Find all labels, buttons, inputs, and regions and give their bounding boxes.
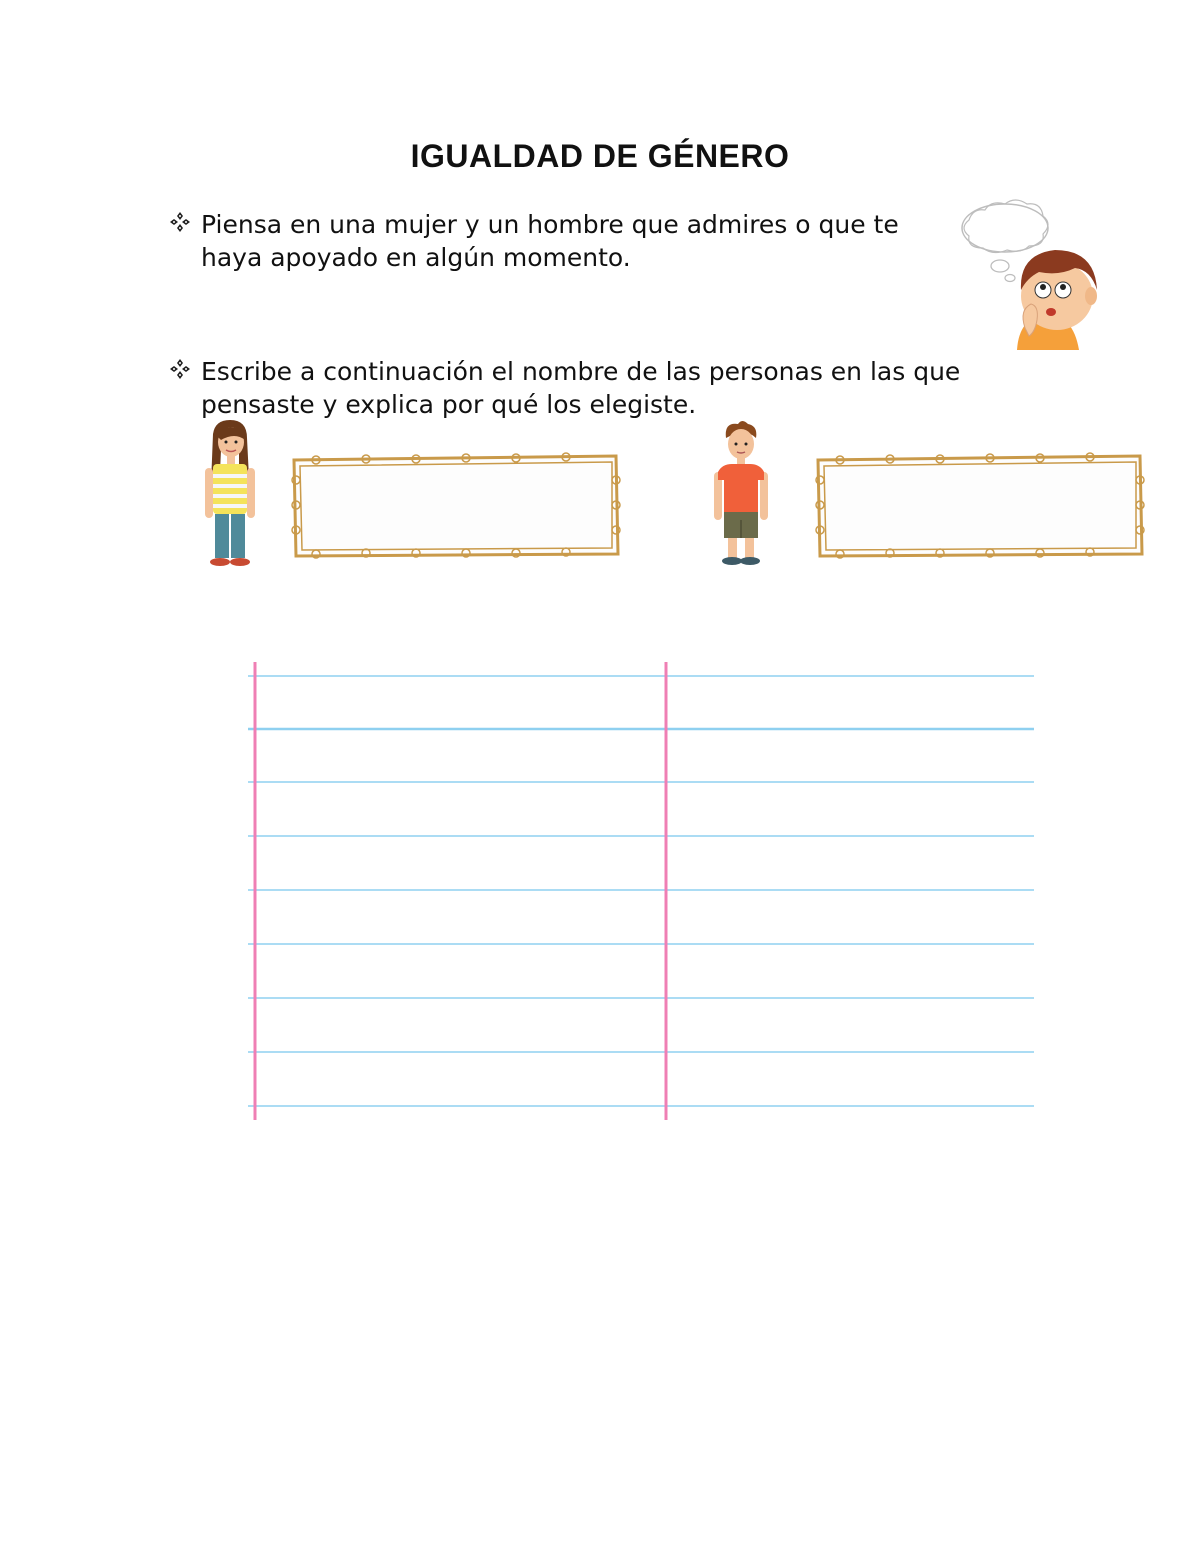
lined-writing-area[interactable] <box>246 660 1038 1122</box>
four-diamond-bullet-icon <box>168 210 192 234</box>
instruction-2-text: Escribe a continuación el nombre de las personas en las que pensaste y explica por qué los elegiste. <box>201 357 961 419</box>
instruction-1 <box>168 208 958 274</box>
boy-figure-icon <box>708 420 774 566</box>
name-frame-icon <box>810 450 1148 560</box>
instruction-1-text: Piensa en una mujer y un hombre que admires o que te haya apoyado en algún momento. <box>201 210 899 272</box>
instruction-2 <box>168 355 1048 421</box>
girl-figure-icon <box>195 420 265 568</box>
four-diamond-bullet-icon <box>168 357 192 381</box>
ruled-lines <box>248 676 1034 1106</box>
thinking-boy-icon <box>955 198 1115 350</box>
page-title: IGUALDAD DE GÉNERO <box>410 138 790 174</box>
name-frame-icon <box>286 450 624 560</box>
